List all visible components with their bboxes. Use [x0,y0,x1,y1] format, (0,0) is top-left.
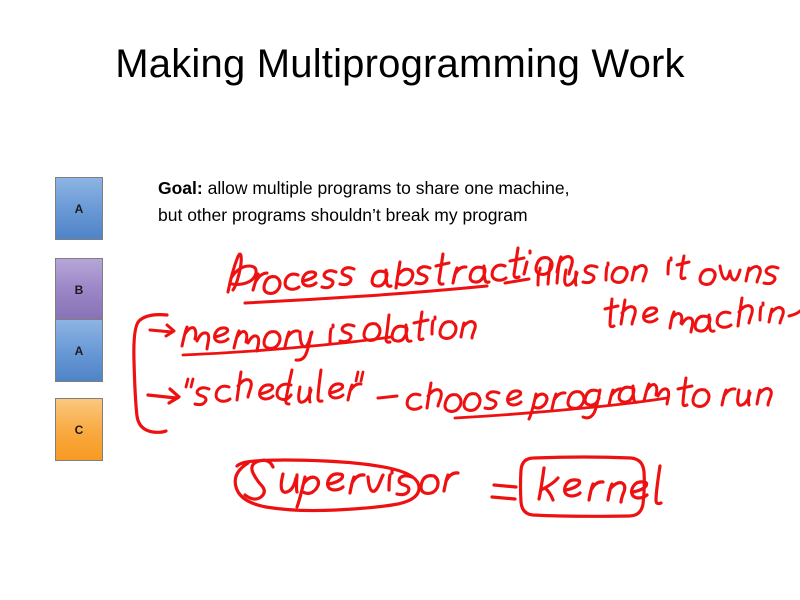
ink-illusion-it-owns [505,256,778,285]
process-block-c: C [55,398,103,461]
process-block-a-2: A [55,319,103,382]
goal-line-1: allow multiple programs to share one machine, [202,178,570,198]
goal-label: Goal: [158,178,203,198]
process-block-a-1: A [55,177,103,240]
ink-scheduler-line [148,370,771,419]
page-title: Making Multiprogramming Work [115,42,685,86]
ink-brace [134,315,167,433]
ink-memory-isolation [150,312,475,360]
goal-text [158,175,758,229]
goal-line-2: but other programs shouldn’t break my program [158,205,528,226]
ink-process-abstraction [228,248,572,303]
ink-supervisor [235,460,458,511]
ink-the-machine [605,298,800,332]
ink-kernel [521,457,662,516]
ink-equals [492,485,516,499]
process-block-b: B [55,258,103,321]
